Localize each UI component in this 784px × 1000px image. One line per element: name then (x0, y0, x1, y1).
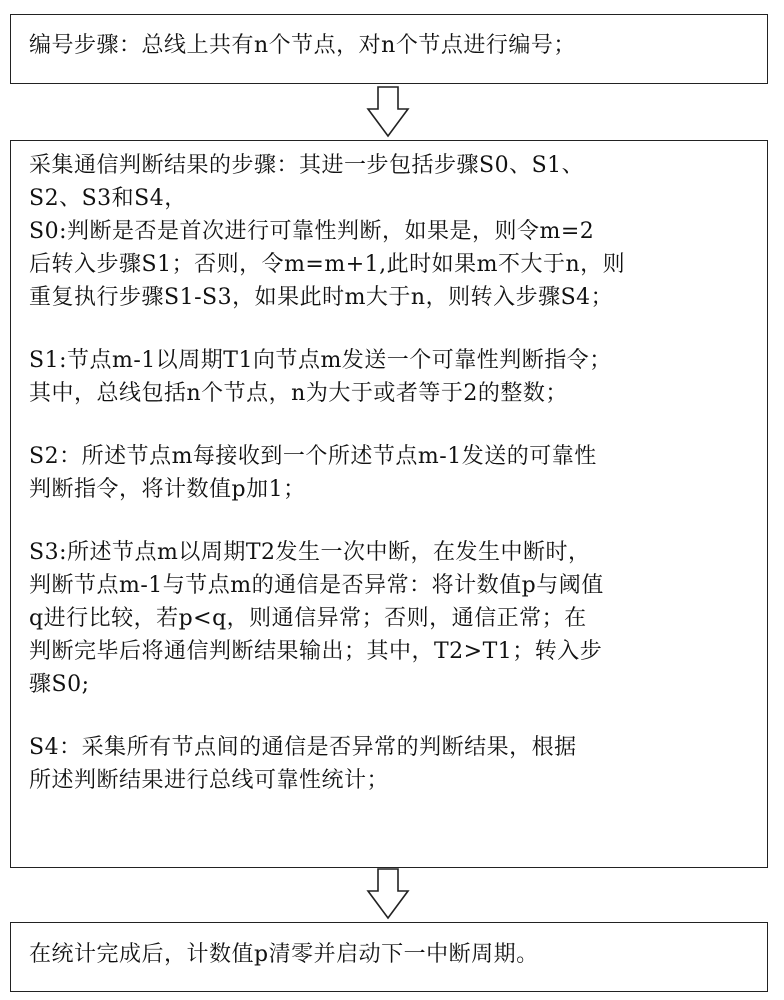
s3-line: q进行比较，若p<q，则通信异常；否则，通信正常；在 (29, 606, 587, 631)
s0-line: S0:判断是否是首次进行可靠性判断，如果是，则令m=2 (29, 219, 595, 244)
step-box-numbering (10, 14, 768, 84)
s1-line: 其中，总线包括n个节点，n为大于或者等于2的整数； (29, 381, 568, 406)
step-numbering-text: 编号步骤：总线上共有n个节点，对n个节点进行编号； (29, 33, 576, 58)
s4-line: S4：采集所有节点间的通信是否异常的判断结果，根据 (29, 735, 577, 760)
s0-line: 后转入步骤S1；否则，令m=m+1,此时如果m不大于n，则 (29, 252, 626, 277)
s3-line: 判断完毕后将通信判断结果输出；其中，T2>T1；转入步 (29, 639, 603, 664)
s0-line: 重复执行步骤S1-S3，如果此时m大于n，则转入步骤S4； (29, 285, 614, 310)
s3-line: S3:所述节点m以周期T2发生一次中断，在发生中断时， (29, 540, 591, 565)
step-box-reset (10, 922, 768, 992)
s4-line: 所述判断结果进行总线可靠性统计； (29, 768, 390, 793)
s2-line: S2：所述节点m每接收到一个所述节点m-1发送的可靠性 (29, 444, 597, 469)
s2-line: 判断指令，将计数值p加1； (29, 477, 306, 502)
step-box-collect (10, 140, 768, 868)
s3-line: 骤S0; (29, 672, 90, 697)
down-arrow-icon (366, 86, 410, 138)
step-reset-text: 在统计完成后，计数值p清零并启动下一中断周期。 (29, 942, 539, 967)
down-arrow-icon (366, 868, 410, 920)
s1-line: S1:节点m-1以周期T1向节点m发送一个可靠性判断指令； (29, 348, 612, 373)
collect-intro-line: S2、S3和S4， (29, 186, 187, 211)
collect-intro-line: 采集通信判断结果的步骤：其进一步包括步骤S0、S1、 (29, 153, 585, 178)
s3-line: 判断节点m-1与节点m的通信是否异常：将计数值p与阈值 (29, 573, 604, 598)
